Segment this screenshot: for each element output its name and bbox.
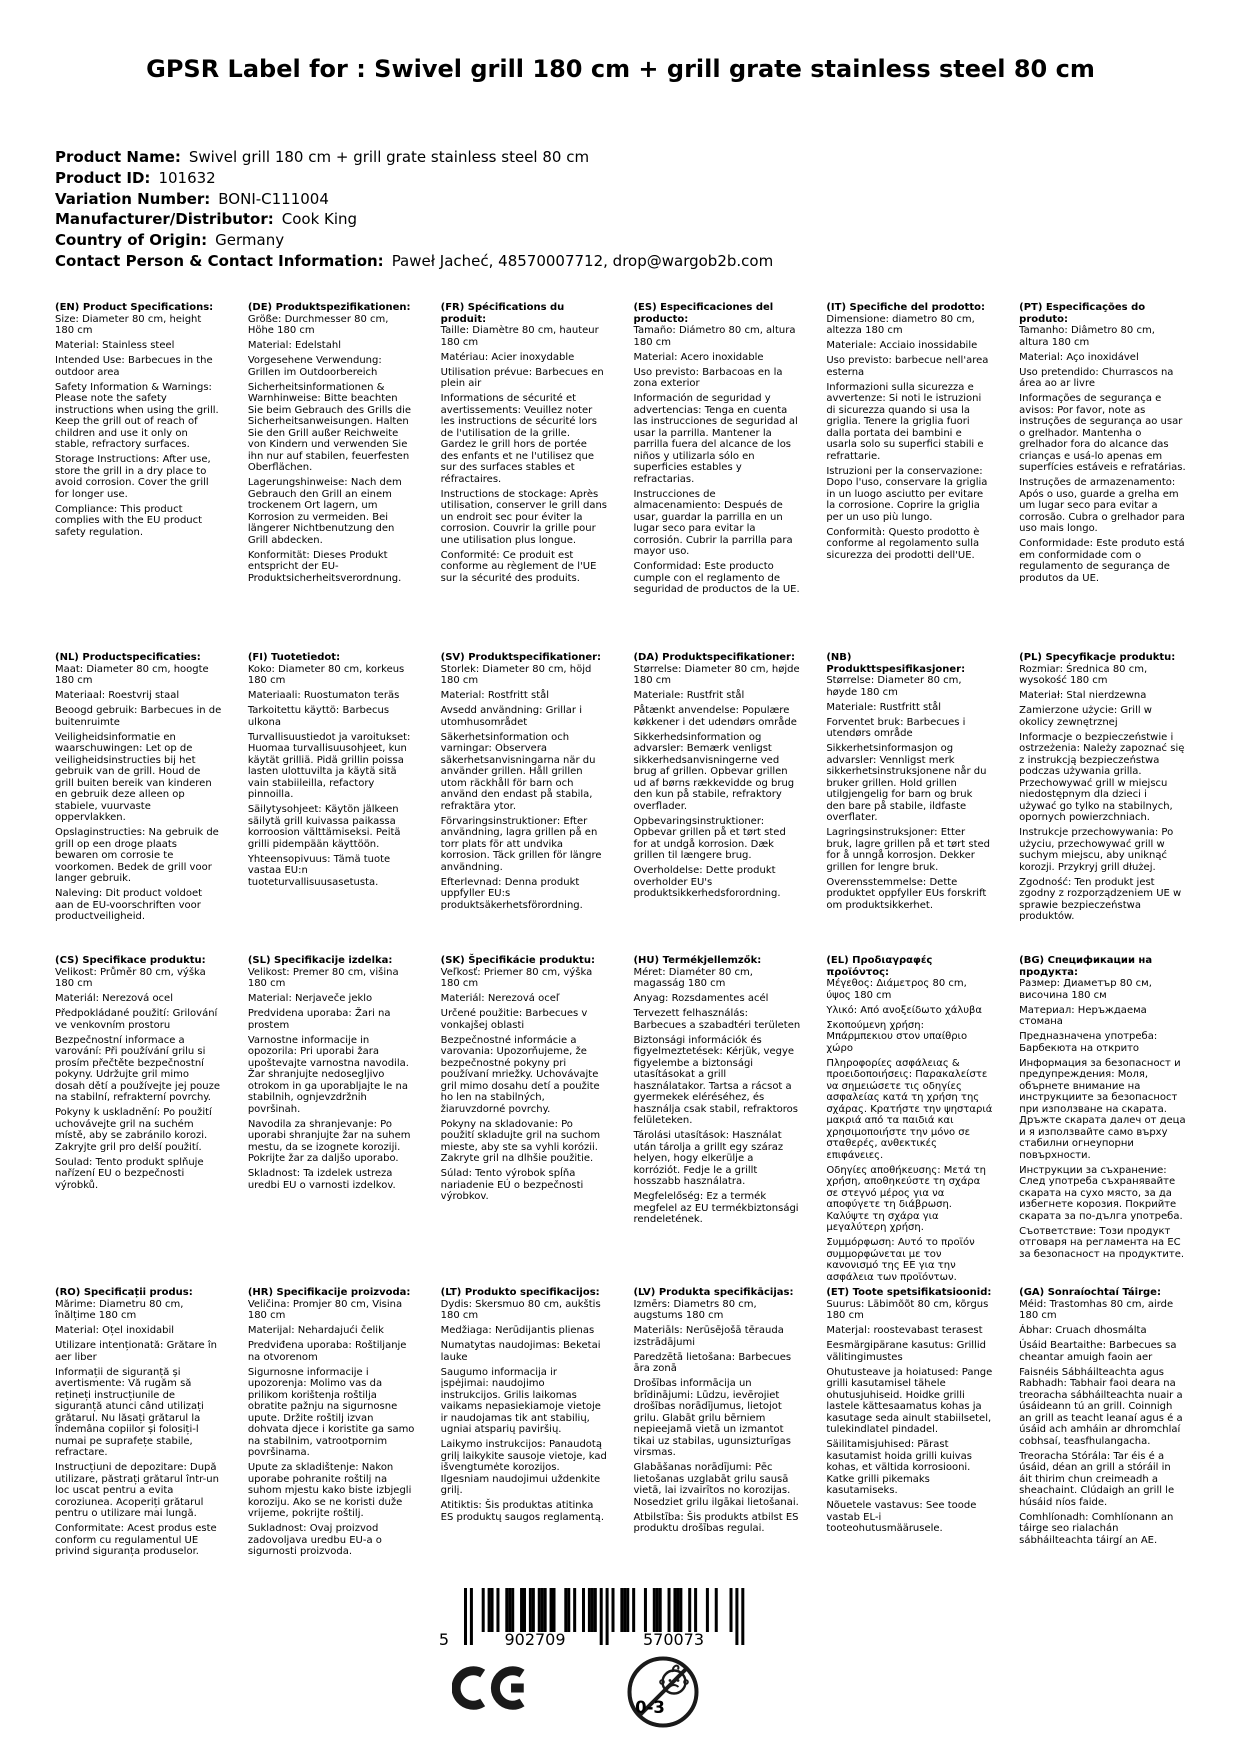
spec-paragraph: Mărime: Diametru 80 cm, înălțime 180 cm	[55, 1298, 184, 1321]
spec-paragraph: Material: Stainless steel	[55, 340, 175, 351]
spec-paragraph: Instrukcje przechowywania: Po użyciu, przechowywać grill w suchym miejscu, aby uniknąć korozji. Przykryj grill dłużej.	[1019, 827, 1174, 873]
spec-paragraph: Istruzioni per la conservazione: Dopo l'uso, conservare la griglia in un luogo asciutto per evitare la corrosione. Coprire la griglia per un uso più lungo.	[826, 465, 988, 523]
spec-paragraph: Tárolási utasítások: Használat után tárolja a grillt egy száraz helyen, hogy elkerülje a korróziót. Fedje le a grillt hosszabb használatra.	[633, 1130, 784, 1187]
field-label: Country of Origin:	[55, 231, 208, 250]
spec-paragraph: Informacje o bezpieczeństwie i ostrzeżenia: Należy zapoznać się z instrukcją bezpieczeństwa podczas używania grilla. Przechowywać grill w miejscu niedostępnym dla dzieci i używać go tylko na stabilnych, opornych powierzchniach.	[1019, 731, 1185, 823]
spec-paragraph: Materiāls: Nerūsējošā tērauda izstrādājumi	[633, 1325, 784, 1348]
spec-paragraph: Méid: Trastomhas 80 cm, airde 180 cm	[1019, 1298, 1174, 1321]
spec-paragraph: Предназначена употреба: Барбекюта на открито	[1019, 1031, 1158, 1054]
spec-block-bg	[1019, 955, 1186, 1287]
spec-paragraph: Uso previsto: barbecue nell'area esterna	[826, 355, 989, 378]
spec-paragraph: Faisnéis Sábháilteachta agus Rabhadh: Tabhair faoi deara na treoracha sábháilteachta nuair a úsáideann tú an grill. Coinnigh an grill as teacht leanaí agus é a úsáid ach amháin ar dhromchlaí cobhsaí, teasfhulangacha.	[1019, 1366, 1183, 1447]
spec-block-ga	[1019, 1287, 1186, 1561]
product-info-field	[55, 251, 1201, 272]
spec-paragraph: Materiál: Nerezová oceľ	[440, 993, 560, 1004]
spec-paragraph: Sikkerhedsinformation og advarsler: Bemærk venligst sikkerhedsanvisningerne ved brug af grillen. Opbevar grillen ud af børns rækkevidde og brug den kun på stabile, refraktory overflader.	[633, 731, 795, 812]
spec-paragraph: Инструкции за съхранение: След употреба съхранявайте скарата на сухо място, за да избегнете корозия. Покрийте скарата за по-дълга употреба.	[1019, 1164, 1183, 1222]
barcode-digits-right: 570073	[642, 1630, 705, 1649]
spec-paragraph: Upute za skladištenje: Nakon uporabe pohranite roštilj na suhom mjestu kako biste izbjegli koroziju. Ako se ne koristi duže vrijeme, pokrijte roštilj.	[247, 1462, 412, 1519]
spec-paragraph: Uso pretendido: Churrascos na área ao ar livre	[1019, 366, 1174, 389]
spec-block-header: (LV) Produkta specifikācijas:	[633, 1287, 794, 1298]
spec-paragraph: Utilizare intenționată: Grătare în aer liber	[55, 1340, 217, 1363]
spec-block-da	[633, 652, 800, 955]
field-value: Cook King	[281, 210, 358, 229]
spec-paragraph: Veľkosť: Priemer 80 cm, výška 180 cm	[440, 966, 593, 989]
spec-paragraph: Información de seguridad y advertencias: Tenga en cuenta las instrucciones de seguridad al usar la parrilla. Mantener la parrilla fuera del alcance de los niños y utilizarla sólo en superficies estables y refractarias.	[633, 393, 798, 485]
ce-mark-icon	[452, 1662, 534, 1714]
field-label: Contact Person & Contact Information:	[55, 251, 384, 270]
spec-block-header: (PT) Especificações do produto:	[1019, 302, 1146, 325]
field-value: 101632	[158, 168, 216, 187]
spec-block-it	[826, 302, 993, 652]
spec-paragraph: Velikost: Premer 80 cm, višina 180 cm	[247, 966, 399, 989]
spec-paragraph: Instructions de stockage: Après utilisation, conserver le grill dans un endroit sec pour éviter la corrosion. Couvrir la grille pour une utilisation plus longue.	[440, 488, 607, 546]
spec-paragraph: Storage Instructions: After use, store the grill in a dry place to avoid corrosion. Cover the grill for longer use.	[55, 454, 211, 500]
spec-paragraph: Drošības informācija un brīdinājumi: Lūdzu, ievērojiet drošības norādījumus, lietojot grilu. Glabāt grilu bērniem nepieejamā vietā un izmantot tikai uz stabilas, ugunsizturīgas virsmas.	[633, 1378, 791, 1458]
spec-paragraph: Taille: Diamètre 80 cm, hauteur 180 cm	[440, 325, 599, 348]
spec-block-header: (EN) Product Specifications:	[55, 302, 214, 313]
spec-block-header: (LT) Produkto specifikacijos:	[440, 1287, 600, 1298]
spec-paragraph: Bezpečnostné informácie a varovania: Upozorňujeme, že bezpečnostné pokyny pri používaní mriežky. Uchovávajte gril mimo dosahu detí a použite ho len na stabilných, žiaruvzdorné povrchy.	[440, 1034, 600, 1115]
spec-paragraph: Eesmärgipärane kasutus: Grillid välitingimustes	[826, 1340, 986, 1363]
spec-paragraph: Sukladnost: Ovaj proizvod zadovoljava uredbu EU-a o sigurnosti proizvoda.	[247, 1523, 382, 1557]
spec-paragraph: Πληροφορίες ασφάλειας & προειδοποιήσεις: Παρακαλείστε να σημειώσετε τις οδηγίες ασφαλείας κατά τη χρήση της σχάρας. Κρατήστε την ψησταριά μακριά από τα παιδιά και χρησιμοποιήστε την μόνο σε σταθερές, ανθεκτικές επιφάνειες.	[826, 1057, 993, 1161]
spec-block-header: (EL) Προδιαγραφές προϊόντος:	[826, 955, 933, 978]
spec-paragraph: Påtænkt anvendelse: Populære køkkener i det udendørs område	[633, 705, 797, 728]
spec-paragraph: Comhlíonadh: Comhlíonann an táirge seo rialachán sábháilteachta táirgí an AE.	[1019, 1511, 1174, 1546]
spec-paragraph: Instruções de armazenamento: Após o uso, guarde a grelha em um lugar seco para evitar a corrosão. Cubra o grelhador para uso mais longo.	[1019, 477, 1185, 534]
spec-paragraph: Размер: Диаметър 80 см, височина 180 см	[1019, 978, 1152, 1001]
spec-paragraph: Biztonsági információk és figyelmeztetések: Kérjük, vegye figyelembe a biztonsági utasításokat a grill használatakor. Tartsa a rácsot a gyermekek eléréséhez, és használja csak stabil, refraktoros felületeken.	[633, 1034, 798, 1126]
spec-paragraph: Forventet bruk: Barbecues i utendørs område	[826, 716, 966, 739]
spec-paragraph: Sigurnosne informacije i upozorenja: Molimo vas da prilikom korištenja roštilja obratite pažnju na sigurnosne upute. Držite roštilj izvan dohvata djece i koristite ga samo na stabilnim, vatrootpornim površinama.	[247, 1366, 415, 1458]
spec-paragraph: Material: Oțel inoxidabil	[55, 1325, 175, 1336]
codes-section	[430, 1588, 770, 1748]
spec-block-hr	[248, 1287, 415, 1561]
spec-paragraph: Intended Use: Barbecues in the outdoor area	[55, 355, 213, 378]
spec-paragraph: Overensstemmelse: Dette produktet oppfyller EUs forskrift om produktsikkerhet.	[826, 876, 987, 911]
spec-paragraph: Materjal: roostevabast terasest	[826, 1325, 983, 1336]
spec-block-header: (IT) Specifiche del prodotto:	[826, 302, 985, 313]
spec-paragraph: Velikost: Průměr 80 cm, výška 180 cm	[55, 966, 206, 989]
spec-block-header: (ET) Toote spetsifikatsioonid:	[826, 1287, 992, 1298]
spec-block-header: (NL) Productspecificaties:	[55, 652, 201, 663]
barcode-digits-left: 902709	[504, 1630, 566, 1649]
spec-paragraph: Opbevaringsinstruktioner: Opbevar grillen på et tørt sted for at undgå korrosion. Dæk grillen til længere brug.	[633, 815, 786, 861]
spec-paragraph: Saugumo informacija ir įspėjimai: naudojimo instrukcijos. Grilis laikomas vaikams nepasiekiamoje vietoje ir naudojamas tik ant stabilių, ugniai atsparių paviršių.	[440, 1366, 601, 1435]
product-info-field	[55, 209, 1201, 230]
spec-block-nl	[55, 652, 222, 955]
spec-paragraph: Μέγεθος: Διάμετρος 80 cm, ύψος 180 cm	[826, 978, 967, 1001]
field-label: Product ID:	[55, 168, 151, 187]
spec-paragraph: Säilytysohjeet: Käytön jälkeen säilytä grill kuivassa paikassa korroosion välttämiseksi. Peitä grilli pidempään käyttöön.	[247, 804, 401, 850]
spec-block-header: (SV) Produktspecifikationer:	[440, 652, 602, 663]
field-value: BONI-C111004	[218, 189, 329, 208]
spec-paragraph: Maat: Diameter 80 cm, hoogte 180 cm	[55, 663, 209, 686]
spec-block-el	[826, 955, 993, 1287]
spec-block-header: (CS) Specifikace produktu:	[55, 955, 206, 966]
spec-paragraph: Avsedd användning: Grillar i utomhusområdet	[440, 705, 583, 728]
barcode-digit-first: 5	[438, 1630, 450, 1649]
spec-block-header: (NB) Produkttspesifikasjoner:	[826, 652, 966, 675]
ean-barcode	[430, 1588, 750, 1654]
spec-paragraph: Veličina: Promjer 80 cm, Visina 180 cm	[247, 1298, 403, 1321]
spec-paragraph: Izmērs: Diametrs 80 cm, augstums 180 cm	[633, 1298, 757, 1321]
spec-paragraph: Paredzētā lietošana: Barbecues āra zonā	[633, 1351, 792, 1374]
spec-paragraph: Medžiaga: Nerūdijantis plienas	[440, 1325, 595, 1336]
spec-block-header: (HU) Termékjellemzők:	[633, 955, 762, 966]
spec-block-header: (FI) Tuotetiedot:	[247, 652, 341, 663]
spec-paragraph: Skladnost: Ta izdelek ustreza uredbi EU o varnosti izdelkov.	[247, 1168, 396, 1191]
spec-paragraph: Dydis: Skersmuo 80 cm, aukštis 180 cm	[440, 1298, 601, 1321]
spec-paragraph: Glabāšanas norādījumi: Pēc lietošanas uzglabāt grilu sausā vietā, lai izvairītos no korozijas. Nosedziet grilu ilgākai lietošanai.	[633, 1462, 799, 1508]
spec-paragraph: Material: Nerjaveče jeklo	[247, 993, 373, 1004]
spec-block-hu	[633, 955, 800, 1287]
field-value: Paweł Jacheć, 48570007712, drop@wargob2b.com	[391, 251, 774, 270]
spec-paragraph: Informações de segurança e avisos: Por favor, note as instruções de segurança ao usar o grelhador. Mantenha o grelhador fora do alcance das crianças e usá-lo apenas em superfícies estáveis e refratárias.	[1019, 393, 1186, 473]
spec-paragraph: Tamaño: Diámetro 80 cm, altura 180 cm	[633, 325, 796, 348]
spec-paragraph: Rozmiar: Średnica 80 cm, wysokość 180 cm	[1019, 663, 1148, 686]
spec-paragraph: Pokyny na skladovanie: Po použití skladujte gril na suchom mieste, aby ste sa vyhli korózii. Zakryte gril na dlhšie použitie.	[440, 1118, 601, 1164]
spec-paragraph: Lagringsinstruksjoner: Etter bruk, lagre grillen på et tørt sted for å unngå korrosjon. Dekker grillen for lengre bruk.	[826, 827, 990, 873]
spec-paragraph: Материал: Неръждаема стомана	[1019, 1004, 1147, 1027]
spec-paragraph: Materiał: Stal nierdzewna	[1019, 690, 1147, 701]
spec-paragraph: Vorgesehene Verwendung: Grillen im Outdoorbereich	[247, 355, 382, 378]
spec-block-lt	[441, 1287, 608, 1561]
spec-paragraph: Zgodność: Ten produkt jest zgodny z rozporządzeniem UE w sprawie bezpieczeństwa produktów.	[1019, 876, 1182, 922]
spec-paragraph: Dimensione: diametro 80 cm, altezza 180 cm	[826, 313, 975, 336]
spec-paragraph: Materiaali: Ruostumaton teräs	[247, 690, 400, 701]
spec-paragraph: Materijal: Nehardajući čelik	[247, 1325, 384, 1336]
spec-block-fi	[248, 652, 415, 955]
page-title: GPSR Label for : Swivel grill 180 cm + grill grate stainless steel 80 cm	[146, 55, 1095, 83]
product-info-field	[55, 147, 1201, 168]
spec-paragraph: Materiál: Nerezová ocel	[55, 993, 173, 1004]
spec-grid	[55, 302, 1186, 1561]
spec-paragraph: Ábhar: Cruach dhosmálta	[1019, 1325, 1147, 1336]
spec-paragraph: Σκοπούμενη χρήση: Μπάρμπεκιου στον υπαίθριο χώρο	[826, 1019, 968, 1054]
spec-block-sv	[441, 652, 608, 955]
spec-block-header: (HR) Specifikacije proizvoda:	[247, 1287, 411, 1298]
spec-paragraph: Beoogd gebruik: Barbecues in de buitenruimte	[55, 705, 222, 728]
spec-block-header: (SL) Specifikacije izdelka:	[247, 955, 393, 966]
spec-paragraph: Uso previsto: Barbacoas en la zona exterior	[633, 366, 783, 389]
spec-paragraph: Súlad: Tento výrobok spĺňa nariadenie EÚ o bezpečnosti výrobkov.	[440, 1168, 584, 1202]
product-info-field	[55, 230, 1201, 251]
spec-paragraph: Förvaringsinstruktioner: Efter användning, lagra grillen på en torr plats för att undvika korrosion. Täck grillen för längre användning.	[440, 815, 602, 873]
field-label: Variation Number:	[55, 189, 211, 208]
spec-block-header: (BG) Спецификации на продукта:	[1019, 955, 1153, 978]
spec-block-nb	[826, 652, 993, 955]
spec-paragraph: Tervezett felhasználás: Barbecues a szabadtéri területen	[633, 1008, 801, 1031]
spec-paragraph: Συμμόρφωση: Αυτό το προϊόν συμμορφώνεται με τον κανονισμό της ΕΕ για την ασφάλεια των προϊόντων.	[826, 1237, 975, 1283]
spec-paragraph: Instrucciones de almacenamiento: Después de usar, guardar la parrilla en un lugar seco para evitar la corrosión. Cubrir la parrilla para mayor uso.	[633, 488, 793, 557]
spec-paragraph: Informații de siguranță și avertismente: Vă rugăm să rețineți instrucțiunile de siguranță atunci când utilizați grătarul. Nu lăsați grătarul la îndemâna copiilor și folosiți-l numai pe suprafețe stabile, refractare.	[55, 1366, 204, 1458]
spec-paragraph: Materiale: Rustfrit stål	[633, 690, 745, 701]
spec-paragraph: Yhteensopivuus: Tämä tuote vastaa EU:n tuoteturvallisuusasetusta.	[247, 853, 391, 888]
spec-paragraph: Koko: Diameter 80 cm, korkeus 180 cm	[247, 663, 405, 686]
spec-paragraph: Conformidade: Este produto está em conformidade com o regulamento de segurança de produtos da UE.	[1019, 538, 1185, 584]
spec-paragraph: Varnostne informacije in opozorila: Pri uporabi žara upoštevajte varnostna navodila. Žar shranjujte nedosegljivo otrokom in ga uporabljajte le na stabilnih, ognjevzdržnih površinah.	[247, 1034, 409, 1115]
spec-paragraph: Sicherheitsinformationen & Warnhinweise: Bitte beachten Sie beim Gebrauch des Grills die Sicherheitsanweisungen. Halten Sie den Grill außer Reichweite von Kindern und verwenden Sie ihn nur auf stabilen, feuerfesten Oberflächen.	[247, 381, 412, 473]
spec-paragraph: Turvallisuustiedot ja varoitukset: Huomaa turvallisuusohjeet, kun käytät grilliä. Pidä grillin poissa lasten ulottuvilta ja käytä sitä vain stabiileilla, refactory pinnoilla.	[247, 731, 411, 800]
spec-paragraph: Méret: Diaméter 80 cm, magasság 180 cm	[633, 966, 753, 989]
field-label: Manufacturer/Distributor:	[55, 210, 274, 229]
spec-paragraph: Conformità: Questo prodotto è conforme al regolamento sulla sicurezza dei prodotti dell'UE.	[826, 526, 980, 561]
spec-block-header: (DA) Produktspecifikationer:	[633, 652, 795, 663]
spec-paragraph: Efterlevnad: Denna produkt uppfyller EU:s produktsäkerhetsförordning.	[440, 876, 583, 911]
spec-paragraph: Predviđena uporaba: Roštiljanje na otvorenom	[247, 1340, 407, 1363]
spec-paragraph: Opslaginstructies: Na gebruik de grill op een droge plaats bewaren om corrosie te voorkomen. Bedek de grill voor langer gebruik.	[55, 827, 219, 884]
spec-block-et	[826, 1287, 993, 1561]
spec-paragraph: Safety Information & Warnings: Please note the safety instructions when using the grill. Keep the grill out of reach of children and use it only on stable, refractory surfaces.	[55, 381, 219, 450]
spec-paragraph: Tarkoitettu käyttö: Barbecus ulkona	[247, 705, 390, 728]
spec-paragraph: Instrucțiuni de depozitare: După utilizare, păstrați grătarul într-un loc uscat pentru a evita coroziunea. Acoperiți grătarul pentru o utilizare mai lungă.	[55, 1462, 219, 1519]
spec-block-header: (GA) Sonraíochtaí Táirge:	[1019, 1287, 1161, 1298]
spec-paragraph: Informazioni sulla sicurezza e avvertenze: Si noti le istruzioni di sicurezza quando si usa la griglia. Tenere la griglia fuori dalla portata dei bambini e usarla solo su superfici stabili e refrattarie.	[826, 381, 984, 462]
spec-block-sl	[248, 955, 415, 1287]
spec-paragraph: Größe: Durchmesser 80 cm, Höhe 180 cm	[247, 313, 389, 336]
spec-paragraph: Conformitate: Acest produs este conform cu regulamentul UE privind siguranța produselor.	[55, 1523, 217, 1557]
spec-paragraph: Megfelelőség: Ez a termék megfelel az EU termékbiztonsági rendeletének.	[633, 1191, 799, 1225]
spec-paragraph: Utilisation prévue: Barbecues en plein air	[440, 366, 604, 389]
spec-paragraph: Veiligheidsinformatie en waarschuwingen: Let op de veiligheidsinstructies bij het gebruik van de grill. Houd de grill buiten bereik van kinderen en gebruik deze alleen op stabiele, vuurvaste oppervlakken.	[55, 731, 212, 823]
spec-paragraph: Οδηγίες αποθήκευσης: Μετά τη χρήση, αποθηκεύστε τη σχάρα σε στεγνό μέρος για να αποφύγετε τη διάβρωση. Καλύψτε τη σχάρα για μεγαλύτερη χρήση.	[826, 1164, 986, 1233]
spec-paragraph: Størrelse: Diameter 80 cm, høyde 180 cm	[826, 675, 962, 698]
field-label: Product Name:	[55, 148, 181, 166]
spec-paragraph: Navodila za shranjevanje: Po uporabi shranjujte žar na suhem mestu, da se izognete koroziji. Pokrijte žar za daljšo uporabo.	[247, 1118, 411, 1164]
spec-block-header: (PL) Specyfikacje produktu:	[1019, 652, 1176, 663]
spec-block-en	[55, 302, 222, 652]
spec-paragraph: Pokyny k uskladnění: Po použití uchovávejte gril na suchém místě, aby se zabránilo korozi. Zakryjte gril pro delší použití.	[55, 1107, 212, 1153]
spec-paragraph: Conformité: Ce produit est conforme au règlement de l'UE sur la sécurité des produits.	[440, 549, 597, 584]
spec-block-ro	[55, 1287, 222, 1561]
spec-block-lv	[633, 1287, 800, 1561]
spec-block-header: (DE) Produktspezifikationen:	[247, 302, 411, 313]
spec-paragraph: Zamierzone użycie: Grill w okolicy zewnętrznej	[1019, 705, 1152, 728]
spec-paragraph: Numatytas naudojimas: Beketai lauke	[440, 1340, 601, 1363]
field-value: Swivel grill 180 cm + grill grate stainless steel 80 cm	[188, 148, 590, 166]
age-warning-icon	[626, 1655, 700, 1729]
spec-block-fr	[441, 302, 608, 652]
spec-paragraph: Compliance: This product complies with the EU product safety regulation.	[55, 503, 203, 538]
product-info-field	[55, 168, 1201, 189]
field-value: Germany	[215, 231, 285, 250]
spec-paragraph: Säkerhetsinformation och varningar: Observera säkerhetsanvisningarna när du använder grillen. Håll grillen utom räckhåll för barn och använd den endast på stabila, refraktära ytor.	[440, 731, 596, 812]
spec-block-es	[633, 302, 800, 652]
spec-block-header: (SK) Špecifikácie produktu:	[440, 955, 595, 966]
spec-block-sk	[441, 955, 608, 1287]
spec-paragraph: Treoracha Stórála: Tar éis é a úsáid, déan an grill a stóráil in áit thirim chun creimeadh a sheachaint. Clúdaigh an grill le húsáid níos faide.	[1019, 1450, 1175, 1508]
spec-paragraph: Material: Edelstahl	[247, 340, 341, 351]
spec-paragraph: Laikymo instrukcijos: Panaudotą grilį laikykite sausoje vietoje, kad išvengtumėte korozijos. Ilgesniam naudojimui uždenkite grilį.	[440, 1439, 607, 1496]
spec-paragraph: Информация за безопасност и предупреждения: Моля, обърнете внимание на инструкциите за безопасност при използване на скарата. Дръжте скарата далеч от деца и я използвайте само върху стабилни огнеупорни повърхности.	[1019, 1057, 1186, 1161]
spec-paragraph: Úsáid Beartaithe: Barbecues sa cheantar amuigh faoin aer	[1019, 1340, 1177, 1363]
spec-paragraph: Conformidad: Este producto cumple con el reglamento de seguridad de productos de la UE.	[633, 561, 800, 595]
spec-paragraph: Konformität: Dieses Produkt entspricht der EU-Produktsicherheitsverordnung.	[247, 549, 402, 584]
spec-paragraph: Lagerungshinweise: Nach dem Gebrauch den Grill an einem trockenem Ort lagern, um Korrosion zu vermeiden. Bei längerer Nichtbenutzung den Grill abdecken.	[247, 477, 402, 546]
spec-block-pl	[1019, 652, 1186, 955]
spec-paragraph: Materiaal: Roestvrij staal	[55, 690, 180, 701]
product-info	[55, 147, 1201, 272]
spec-paragraph: Soulad: Tento produkt splňuje nařízení EU o bezpečnosti výrobků.	[55, 1156, 204, 1191]
spec-paragraph: Υλικό: Από ανοξείδωτο χάλυβα	[826, 1004, 982, 1016]
spec-block-header: (ES) Especificaciones del producto:	[633, 302, 774, 325]
spec-block-header: (RO) Specificații produs:	[55, 1287, 193, 1298]
spec-paragraph: Størrelse: Diameter 80 cm, højde 180 cm	[633, 663, 800, 686]
spec-paragraph: Sikkerhetsinformasjon og advarsler: Vennligst merk sikkerhetsinstruksjonene når du bruker grillen. Hold grillen utilgjengelig for barn og bruk den bare på stabile, ildfaste overflater.	[826, 743, 987, 823]
spec-paragraph: Informations de sécurité et avertissements: Veuillez noter les instructions de sécurité lors de l'utilisation de la grille. Gardez le grill hors de portée des enfants et ne l'utilisez que sur des surfaces stables et réfractaires.	[440, 393, 597, 485]
spec-block-de	[248, 302, 415, 652]
spec-paragraph: Ohutusteave ja hoiatused: Pange grilli kasutamisel tähele ohutusjuhiseid. Hoidke grilli lastele kättesaamatus kohas ja kasutage seda ainult stabiilsetel, tulekindlatel pindadel.	[826, 1366, 993, 1435]
spec-paragraph: Předpokládané použití: Grilování ve venkovním prostoru	[55, 1008, 218, 1031]
spec-paragraph: Určené použitie: Barbecues v vonkajšej oblasti	[440, 1008, 588, 1031]
spec-paragraph: Tamanho: Diâmetro 80 cm, altura 180 cm	[1019, 325, 1155, 348]
spec-paragraph: Predvidena uporaba: Žari na prostem	[247, 1008, 391, 1031]
spec-paragraph: Matériau: Acier inoxydable	[440, 351, 575, 363]
spec-block-pt	[1019, 302, 1186, 652]
spec-paragraph: Material: Aço inoxidável	[1019, 351, 1139, 363]
spec-paragraph: Size: Diameter 80 cm, height 180 cm	[55, 313, 202, 336]
spec-block-cs	[55, 955, 222, 1287]
product-info-field	[55, 189, 1201, 210]
spec-paragraph: Naleving: Dit product voldoet aan de EU-voorschriften voor productveiligheid.	[55, 888, 203, 922]
spec-paragraph: Anyag: Rozsdamentes acél	[633, 993, 769, 1004]
spec-paragraph: Material: Acero inoxidable	[633, 351, 764, 363]
spec-paragraph: Suurus: Läbimõõt 80 cm, kõrgus 180 cm	[826, 1298, 989, 1321]
spec-paragraph: Material: Rostfritt stål	[440, 690, 550, 701]
ean-barcode-bars	[430, 1588, 750, 1650]
spec-paragraph: Atitiktis: Šis produktas atitinka ES produktų saugos reglamentą.	[440, 1500, 605, 1523]
spec-paragraph: Materiale: Rustfritt stål	[826, 701, 942, 713]
spec-paragraph: Overholdelse: Dette produkt overholder EU's produktsikkerhedsforordning.	[633, 865, 781, 899]
spec-paragraph: Atbilstība: Šis produkts atbilst ES produktu drošības regulai.	[633, 1511, 799, 1534]
spec-paragraph: Materiale: Acciaio inossidabile	[826, 340, 978, 351]
age-warning-label: 0-3	[635, 1698, 665, 1717]
spec-paragraph: Säilitamisjuhised: Pärast kasutamist hoida grilli kuivas kohas, et vältida korrosiooni. Katke grilli pikemaks kasutamiseks.	[826, 1439, 972, 1496]
spec-paragraph: Storlek: Diameter 80 cm, höjd 180 cm	[440, 663, 592, 686]
spec-paragraph: Nõuetele vastavus: See toode vastab EL-i tooteohutusmäärusele.	[826, 1500, 977, 1534]
spec-paragraph: Bezpečnostní informace a varování: Při používání grilu si prosím přečtěte bezpečnostní pokyny. Udržujte gril mimo dosah dětí a používejte jej pouze na stabilní, refrakterní povrchy.	[55, 1034, 221, 1103]
spec-block-header: (FR) Spécifications du produit:	[440, 302, 565, 325]
spec-paragraph: Съответствие: Този продукт отговаря на регламента на ЕС за безопасност на продуктите.	[1019, 1225, 1185, 1260]
